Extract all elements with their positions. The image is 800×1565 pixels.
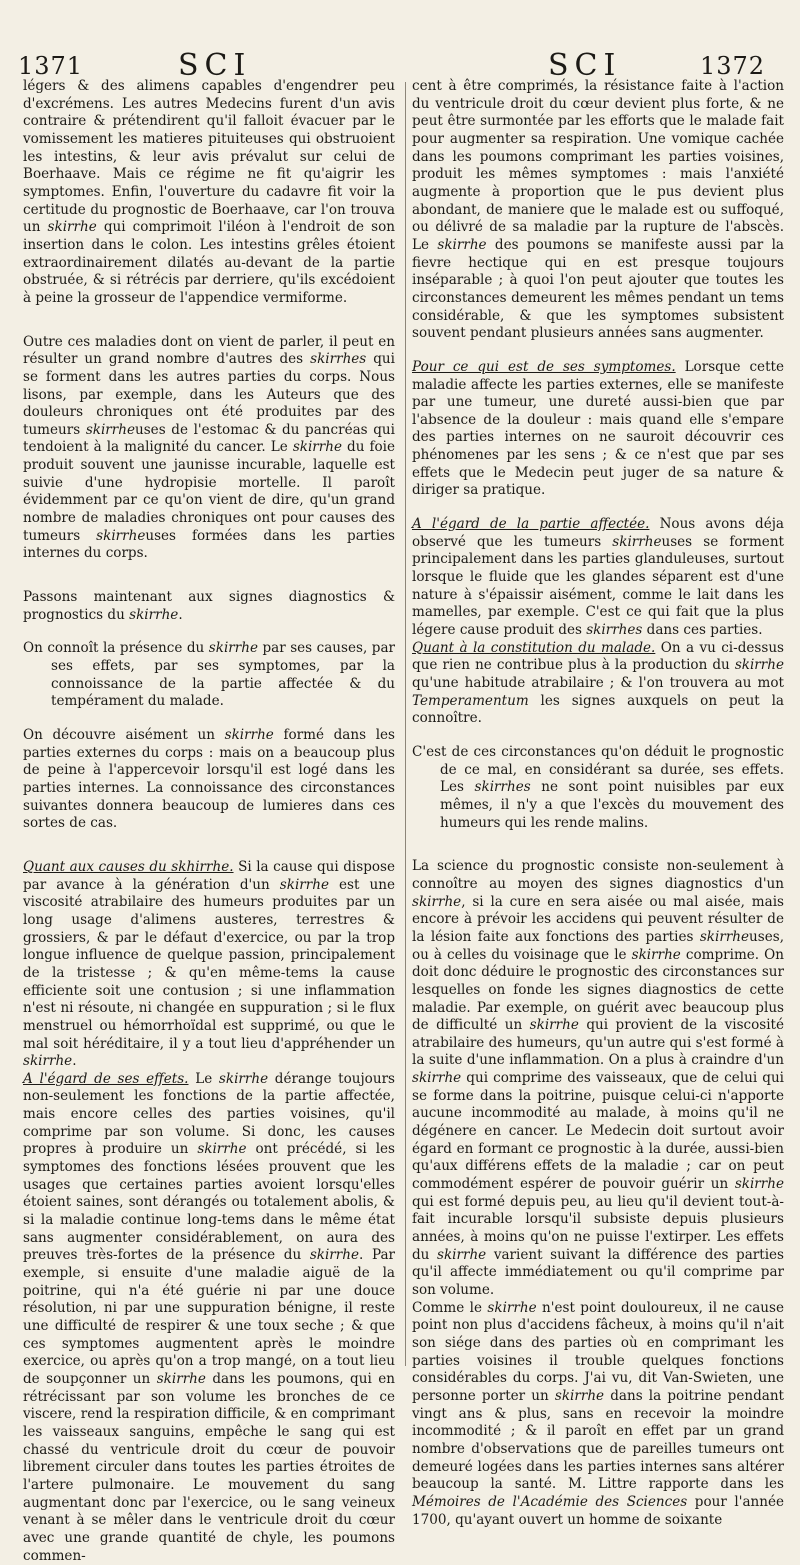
headword-right: SCI — [548, 48, 622, 83]
paragraph-body: Si la cause qui dispose par avance à la génération d'un skirrhe est une viscosité atrabilaire des humeurs produites par un long usage d'alimens austeres, terrestres & grossiers, & par le défaut d'exercice, ou par la trop longue influence de quelque passion, principalement de la tristesse ; & qu'en même-tems la cause efficiente soit une contusion ; si une inflammation n'est ni résoute, ni changée en suppuration ; si le flux menstruel ou hémorrhoïdal est supprimé, ou que le mal soit héréditaire, il y a tout lieu d'appréhender un skirrhe. — [23, 858, 396, 1070]
column-divider — [405, 82, 406, 1366]
paragraph-lead: A l'égard de la partie affectée. — [412, 516, 650, 533]
paragraph: Outre ces maladies dont on vient de parler, il peut en résulter un grand nombre d'autres des skirrhes qui se forment dans les autres parties du corps. Nous lisons, par exemple, dans les Auteurs que des douleurs chroniques ont été produites par des tumeurs skirrheuses de l'estomac & du pancréas qui tendoient à la malignité du cancer. Le skirrhe du foie produit souvent une jaunisse incurable, laquelle est suivie d'une hydropisie mortelle. Il paroît évidemment par ce qu'on vient de dire, qu'un grand nombre de maladies chroniques ont pour causes des tumeurs skirrheuses formées dans les parties internes du corps. — [23, 333, 396, 562]
paragraph-lead: Quant à la constitution du malade. — [412, 639, 656, 656]
paragraph: On connoît la présence du skirrhe par ses causes, par ses effets, par ses symptomes, par la connoissance de la partie affectée & du tempérament du malade. — [23, 640, 395, 710]
paragraph: Comme le skirrhe n'est point douloureux, il ne cause point non plus d'accidens fâcheux, à moins qu'il n'ait son siége dans des parties où en comprimant les parties voisines il trouble quelques fonctions considérables du corps. J'ai vu, dit Van-Swieten, une personne porter un skirrhe dans la poitrine pendant vingt ans & plus, sans en recevoir la moindre incommodité ; & il paroît en effet par un grand nombre d'observations que de pareilles tumeurs ont demeuré logées dans les parties internes sans altérer beaucoup la santé. M. Littre rapporte dans les Mémoires de l'Académie des Sciences pour l'année 1700, qu'ayant ouvert un homme de soixante — [412, 1299, 785, 1528]
paragraph-lead: A l'égard de ses effets. — [23, 1070, 189, 1087]
page-number-right: 1372 — [700, 52, 766, 80]
paragraph: légers & des alimens capables d'engendrer peu d'excrémens. Les autres Medecins furent d'un avis contraire & prétendirent qu'il falloit évacuer par le vomissement les matieres pituiteuses qui obstruoient les intestins, & leur avis prévalut sur celui de Boerhaave. Mais ce régime ne fit qu'aigrir les symptomes. Enfin, l'ouverture du cadavre fit voir la certitude du prognostic de Boerhaave, car l'on trouva un skirrhe qui comprimoit l'iléon à l'endroit de son insertion dans le colon. Les intestins grêles étoient extraordinairement dilatés au-devant de la partie obstruée, & si rétrécis par derriere, qu'ils excédoient à peine la grosseur de l'appendice vermiforme. — [23, 78, 395, 306]
paragraph-body: On a vu ci-dessus que rien ne contribue plus à la production du skirrhe qu'une habitude atrabilaire ; & l'on trouvera au mot Temperamentum les signes auxquels on peut la connoître. — [412, 639, 784, 727]
paragraph: C'est de ces circonstances qu'on déduit le prognostic de ce mal, en considérant sa durée, ses effets. Les skirrhes ne sont point nuisibles par eux mêmes, il n'y a que l'excès du mouvement des humeurs qui les rende malins. — [412, 743, 784, 831]
paragraph — [412, 516, 784, 640]
paragraph-body: Nous avons déja observé que les tumeurs skirrheuses se forment principalement dans les parties glanduleuses, surtout lorsque le fluide que les glandes séparent est d'une nature à s'épaissir aisément, comme le lait dans les mamelles, par exemple. C'est ce qui fait que la plus légere cause produit des skirrhes dans ces parties. — [412, 516, 785, 639]
paragraph-body: Le skirrhe dérange toujours non-seulement les fonctions de la partie affectée, mais encore celles des parties voisines, qu'il comprime par son volume. Si donc, les causes propres à produire un skirrhe ont précédé, si les symptomes des fonctions lésées prouvent que les usages que certaines parties avoient lorsqu'elles étoient saines, sont dérangés ou totalement abolis, & si la maladie continue long-tems dans le même état sans augmenter considérablement, on aura des preuves très-fortes de la présence du skirrhe. Par exemple, si ensuite d'une maladie aiguë de la poitrine, qui n'a été guérie ni par une douce résolution, ni par une suppuration bénigne, il reste une difficulté de respirer & une toux seche ; & que ces symptomes augmentent après le moindre exercice, ou après qu'on a trop mangé, on a tout lieu de soupçonner un skirrhe dans les poumons, qui en rétrécissant par son volume les bronches de ce viscere, rend la respiration difficile, & en comprimant les vaisseaux sanguins, empêche le sang qui est chassé du ventricule droit du cœur de pouvoir librement circuler dans toutes les parties étroites de l'artere pulmonaire. Le mouvement du sang augmentant donc par l'exercice, ou le sang veineux venant à se mêler dans le ventricule droit du cœur avec une grande quantité de chyle, les poumons commen- — [23, 1070, 396, 1564]
paragraph: cent à être comprimés, la résistance faite à l'action du ventricule droit du cœur devient plus forte, & ne peut être surmontée par les efforts que le malade fait pour augmenter sa respiration. Une vomique cachée dans les poumons comprimant les parties voisines, produit les mêmes symptomes : mais l'anxiété augmente à proportion que le pus devient plus abondant, de maniere que le malade est ou suffoqué, ou délivré de sa maladie par la rupture de l'abscès. Le skirrhe des poumons se manifeste aussi par la fievre hectique qui en est presque toujours inséparable ; à quoi l'on peut ajouter que toutes les circonstances demeurent les mêmes pendant un tems considérable, & que les symptomes subsistent souvent pendant plusieurs années sans augmenter. — [412, 78, 784, 342]
paragraph-lead: Quant aux causes du skhirrhe. — [23, 858, 234, 875]
paragraph-lead: Pour ce qui est de ses symptomes. — [412, 358, 676, 375]
headword-left: SCI — [178, 48, 252, 83]
paragraph: La science du prognostic consiste non-seulement à connoître au moyen des signes diagnostics d'un skirrhe, si la cure en sera aisée ou mal aisée, mais encore à prévoir les accidens qui peuvent résulter de la lésion faite aux fonctions des parties skirrheuses, ou à celles du voisinage que le skirrhe comprime. On doit donc déduire le prognostic des circonstances sur lesquelles on fonde les signes diagnostics de cette maladie. Par exemple, on guérit avec beaucoup plus de difficulté un skirrhe qui provient de la viscosité atrabilaire des humeurs, qu'un autre qui s'est formé à la suite d'une inflammation. On a plus à craindre d'un skirrhe qui comprime des vaisseaux, que de celui qui se forme dans la poitrine, puisque celui-ci n'apporte aucune incommodité au malade, à moins qu'il ne dégénere en cancer. Le Medecin doit surtout avoir égard en formant ce prognostic à la durée, aussi-bien qu'aux différens effets de la maladie ; car on peut commodément espérer de pouvoir guérir un skirrhe qui est formé depuis peu, au lieu qu'il devient tout-à-fait incurable lorsqu'il subsiste depuis plusieurs années, à moins qu'on ne puisse l'extirper. Les effets du skirrhe varient suivant la différence des parties qu'il affecte immédiatement ou qu'il comprime par son volume. — [412, 858, 785, 1298]
paragraph: Passons maintenant aux signes diagnostics & prognostics du skirrhe. — [23, 589, 395, 623]
left-column — [23, 78, 395, 1565]
paragraph — [23, 859, 395, 1071]
right-column — [412, 78, 784, 1529]
paragraph — [23, 1071, 395, 1565]
paragraph-body: Lorsque cette maladie affecte les parties externes, elle se manifeste par une tumeur, une dureté aussi-bien que par l'absence de la douleur : mais quand elle s'empare des parties internes on ne sauroit découvrir ces phénomenes par les sens ; & ce n'est que par ses effets que le Medecin peut juger de sa nature & diriger sa pratique. — [412, 358, 784, 499]
paragraph — [412, 359, 784, 500]
running-header — [0, 48, 800, 82]
paragraph: On découvre aisément un skirrhe formé dans les parties externes du corps : mais on a beaucoup plus de peine à l'appercevoir lorsqu'il est logé dans les parties internes. La connoissance des circonstances suivantes donnera beaucoup de lumieres dans ces sortes de cas. — [23, 727, 396, 832]
page-number-left: 1371 — [18, 52, 84, 80]
paragraph — [412, 640, 784, 728]
